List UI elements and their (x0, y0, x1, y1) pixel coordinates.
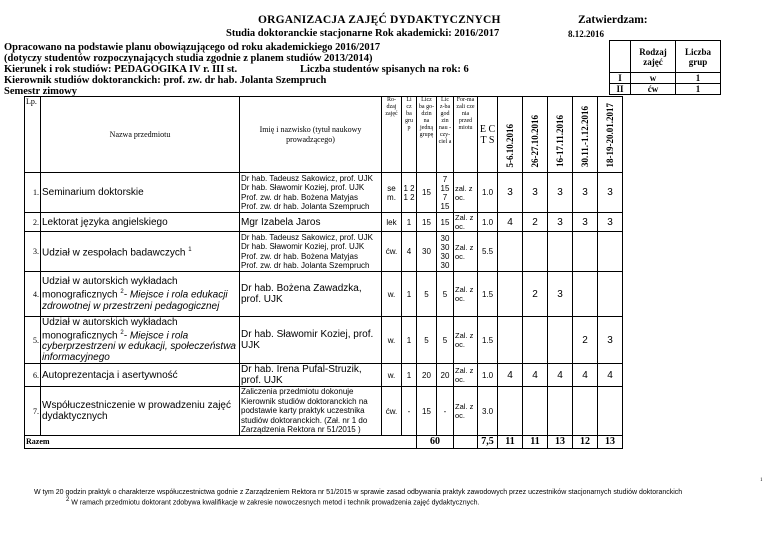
hours: 15 (417, 213, 437, 232)
subject-name (41, 317, 240, 364)
date-hours: 3 (573, 173, 598, 213)
header-line-head: Kierownik studiów doktoranckich: prof. zw. dr hab. Jolanta Szempruch (4, 75, 327, 86)
subject-name (41, 232, 240, 272)
date-hours (598, 387, 623, 436)
page-mark: 1 (760, 478, 763, 483)
date-hours: 3 (548, 173, 573, 213)
col-date-2: 26-27.10.2016 (530, 114, 540, 167)
teacher-hours: 15 (437, 213, 454, 232)
ects: 1.0 (478, 173, 498, 213)
subject-topic: cyberprzestrzeni w edukacji, społeczeństwa informacyjnego (42, 341, 236, 364)
side-row1-code: I (610, 73, 631, 84)
row-number: 6. (25, 364, 41, 387)
date-hours: 3 (548, 213, 573, 232)
footnote-ref: 2 (120, 289, 124, 296)
date-hours (598, 272, 623, 317)
table-row (25, 387, 623, 436)
class-type: ćw. (382, 387, 402, 436)
side-row2-groups: 1 (676, 84, 721, 95)
hours: 20 (417, 364, 437, 387)
subject-name: Autoprezentacja i asertywność (41, 364, 240, 387)
footnote-ref: 2 (120, 330, 124, 336)
date-hours (523, 387, 548, 436)
date-hours (523, 232, 548, 272)
document-subtitle: Studia doktoranckie stacjonarne Rok akademicki: 2016/2017 (226, 28, 500, 39)
side-header-type: Rodzaj zajęć (631, 41, 676, 73)
row-number: 5. (25, 317, 41, 364)
date-hours (573, 272, 598, 317)
teacher-hours: 7 15 7 15 (437, 173, 454, 213)
teacher-name: Dr hab. Sławomir Koziej, prof. UJK (241, 183, 365, 192)
row-number: 7. (25, 387, 41, 436)
totals-date-hours: 13 (548, 435, 573, 448)
col-date-4: 30.11.-1.12.2016 (580, 105, 590, 167)
date-hours: 3 (548, 272, 573, 317)
teacher-name: Mgr Izabela Jaros (240, 213, 382, 232)
hours: 15 (417, 173, 437, 213)
class-type: w. (382, 272, 402, 317)
hours: 5 (417, 317, 437, 364)
totals-date-hours: 12 (573, 435, 598, 448)
group-count: 1 2 1 2 (402, 173, 417, 213)
footnote-1: W tym 20 godzin praktyk o charakterze współuczestnictwa godnie z Zarządzeniem Rektora nr 51/2015 w sprawie zasad odbywania praktyk zawodowych przez uczestników stacjonarnych studiów doktoranckich (34, 489, 683, 496)
footnote-ref: 1 (188, 246, 192, 253)
teacher-hours: 5 (437, 317, 454, 364)
teacher-name: Dr hab. Tadeusz Sakowicz, prof. UJK (241, 173, 373, 183)
col-teacher-hours: Lic z-ba god zin nau - czy-ciel a (437, 97, 454, 173)
col-date-5: 18-19-20.01.2017 (605, 102, 615, 167)
footnote-2-marker: 2 (66, 497, 70, 503)
date-hours: 2 (523, 213, 548, 232)
teacher-name: Dr hab. Sławomir Koziej, prof. UJK (240, 317, 382, 364)
approval-label: Zatwierdzam: (578, 14, 648, 26)
date-hours: 3 (498, 173, 523, 213)
teacher-cell (240, 232, 382, 272)
group-count: 1 (402, 364, 417, 387)
assessment-form: zal. z oc. (454, 173, 478, 213)
col-lp: Lp. (25, 97, 41, 173)
date-hours (523, 317, 548, 364)
assessment-form: Zal. z oc. (454, 272, 478, 317)
subject-name: Seminarium doktorskie (41, 173, 240, 213)
teacher-hours: 20 (437, 364, 454, 387)
group-count: 1 (402, 213, 417, 232)
header-line-students: Liczba studentów spisanych na rok: 6 (300, 64, 469, 75)
date-hours (573, 232, 598, 272)
document-title: ORGANIZACJA ZAJĘĆ DYDAKTYCZNYCH (258, 14, 501, 26)
header-line-plan: Opracowano na podstawie planu obowiązującego od roku akademickiego 2016/2017 (4, 42, 381, 53)
side-row1-groups: 1 (676, 73, 721, 84)
ects: 1.0 (478, 213, 498, 232)
teacher-name: Dr hab. Irena Pufal-Struzik, prof. UJK (240, 364, 382, 387)
table-row (25, 317, 623, 364)
date-hours (498, 387, 523, 436)
col-teacher: Imię i nazwisko (tytuł naukowy prowadzącego) (240, 97, 382, 173)
assessment-form: Zal. z oc. (454, 213, 478, 232)
date-hours: 2 (523, 272, 548, 317)
footnote-2 (66, 497, 479, 506)
side-row2-type: ćw (631, 84, 676, 95)
subject-name: Lektorat języka angielskiego (41, 213, 240, 232)
table-row (25, 364, 623, 387)
ects: 1.5 (478, 272, 498, 317)
hours: 15 (417, 387, 437, 436)
side-header-groups: Liczba grup (676, 41, 721, 73)
teacher-name: Dr hab. Sławomir Koziej, prof. UJK (241, 242, 365, 251)
date-hours: 3 (573, 213, 598, 232)
assessment-form: Zal. z oc. (454, 232, 478, 272)
subject-topic: - Miejsce i rola (123, 330, 189, 342)
teacher-name: Prof. zw. dr hab. Bożena Matyjas (241, 251, 358, 261)
teacher-hours: 5 (437, 272, 454, 317)
ects: 3.0 (478, 387, 498, 436)
col-groups: Li cz ba gru p (402, 97, 417, 173)
date-hours (573, 387, 598, 436)
col-date-1: 5-6.10.2016 (505, 123, 515, 167)
assessment-form: Zal. z oc. (454, 387, 478, 436)
assessment-form: Zal. z oc. (454, 317, 478, 364)
teacher-name: Dr hab. Tadeusz Sakowicz, prof. UJK (241, 232, 373, 242)
table-row (25, 173, 623, 213)
header-line-field: Kierunek i rok studiów: PEDAGOGIKA IV r. III st. (4, 64, 238, 75)
date-hours: 4 (498, 213, 523, 232)
header-line-semester: Semestr zimowy (4, 86, 77, 97)
ects: 1.5 (478, 317, 498, 364)
side-row2-code: II (610, 84, 631, 95)
date-hours: 2 (573, 317, 598, 364)
group-count: 4 (402, 232, 417, 272)
date-hours: 4 (548, 364, 573, 387)
date-hours: 4 (598, 364, 623, 387)
class-type: w. (382, 317, 402, 364)
teacher-hours: 30 30 30 30 (437, 232, 454, 272)
schedule-table (24, 96, 623, 449)
totals-date-hours: 11 (523, 435, 548, 448)
class-type: ćw. (382, 232, 402, 272)
teacher-name: Prof. zw. dr hab. Bożena Matyjas (241, 192, 358, 202)
ects: 5.5 (478, 232, 498, 272)
group-count: 1 (402, 272, 417, 317)
subject-text: Udział w autorskich wykładach monograficznych (42, 276, 178, 301)
hours: 30 (417, 232, 437, 272)
row-number: 1. (25, 173, 41, 213)
date-hours (548, 317, 573, 364)
class-type: lek (382, 213, 402, 232)
class-type: w. (382, 364, 402, 387)
date-hours: 4 (523, 364, 548, 387)
subject-name: Współuczestniczenie w prowadzeniu zajęć dydaktycznych (41, 387, 240, 436)
table-row (25, 213, 623, 232)
table-row (25, 232, 623, 272)
subject-name (41, 272, 240, 317)
assessment-form: Zal. z oc. (454, 364, 478, 387)
totals-date-hours: 13 (598, 435, 623, 448)
group-count: 1 (402, 317, 417, 364)
subject-topic: i rola edukacji zdrowotnej w przestrzeni pedagogicznej (42, 289, 228, 312)
totals-hours: 60 (417, 435, 454, 448)
row-number: 3. (25, 232, 41, 272)
row-number: 4. (25, 272, 41, 317)
teacher-hours: - (437, 387, 454, 436)
col-type: Ro-dzaj zajęć (382, 97, 402, 173)
class-type: se m. (382, 173, 402, 213)
class-types-table (609, 40, 721, 95)
totals-date-hours: 11 (498, 435, 523, 448)
col-subject: Nazwa przedmiotu (41, 97, 240, 173)
row-number: 2. (25, 213, 41, 232)
table-row (25, 272, 623, 317)
header-line-scope: (dotyczy studentów rozpoczynających studia zgodnie z planem studiów 2013/2014) (4, 53, 373, 64)
col-hours: Licz ba go-dzin na jedną grupę (417, 97, 437, 173)
subject-text: Udział w autorskich wykładach monograficznych (42, 317, 178, 342)
totals-ects: 7,5 (478, 435, 498, 448)
side-row1-type: w (631, 73, 676, 84)
col-ects: E C T S (478, 97, 498, 173)
teacher-name: Prof. zw. dr hab. Jolanta Szempruch (241, 261, 370, 270)
date-hours (548, 387, 573, 436)
date-hours: 4 (498, 364, 523, 387)
col-form: For-ma zali cze nia przed miotu (454, 97, 478, 173)
date-hours: 3 (598, 213, 623, 232)
date-hours (498, 232, 523, 272)
date-hours: 3 (523, 173, 548, 213)
date-hours (598, 232, 623, 272)
footnote-2-text: W ramach przedmiotu doktorant zdobywa kwalifikacje w zakresie nowoczesnych metod i technik prowadzenia zajęć dydaktycznych. (71, 499, 480, 507)
approval-date: 8.12.2016 (568, 29, 604, 39)
date-hours (498, 272, 523, 317)
date-hours: 3 (598, 173, 623, 213)
teacher-name: Prof. zw. dr hab. Jolanta Szempruch (241, 202, 370, 211)
totals-label: Razem (25, 435, 417, 448)
subject-topic: - Miejsce (123, 289, 164, 301)
group-count: - (402, 387, 417, 436)
col-date-3: 16-17.11.2016 (555, 114, 565, 167)
credit-note: Zaliczenia przedmiotu dokonuje Kierownik studiów doktoranckich na podstawie karty praktyk uczestnika studiów doktoranckich. (Zał. nr 1 do Zarządzenia Rektora nr 51/2015 ) (240, 387, 382, 436)
date-hours: 3 (598, 317, 623, 364)
date-hours: 4 (573, 364, 598, 387)
totals-row (25, 435, 623, 448)
subject-text: Udział w zespołach badawczych (42, 247, 186, 259)
date-hours (498, 317, 523, 364)
date-hours (548, 232, 573, 272)
teacher-cell (240, 173, 382, 213)
ects: 1.0 (478, 364, 498, 387)
hours: 5 (417, 272, 437, 317)
teacher-name: Dr hab. Bożena Zawadzka, prof. UJK (240, 272, 382, 317)
